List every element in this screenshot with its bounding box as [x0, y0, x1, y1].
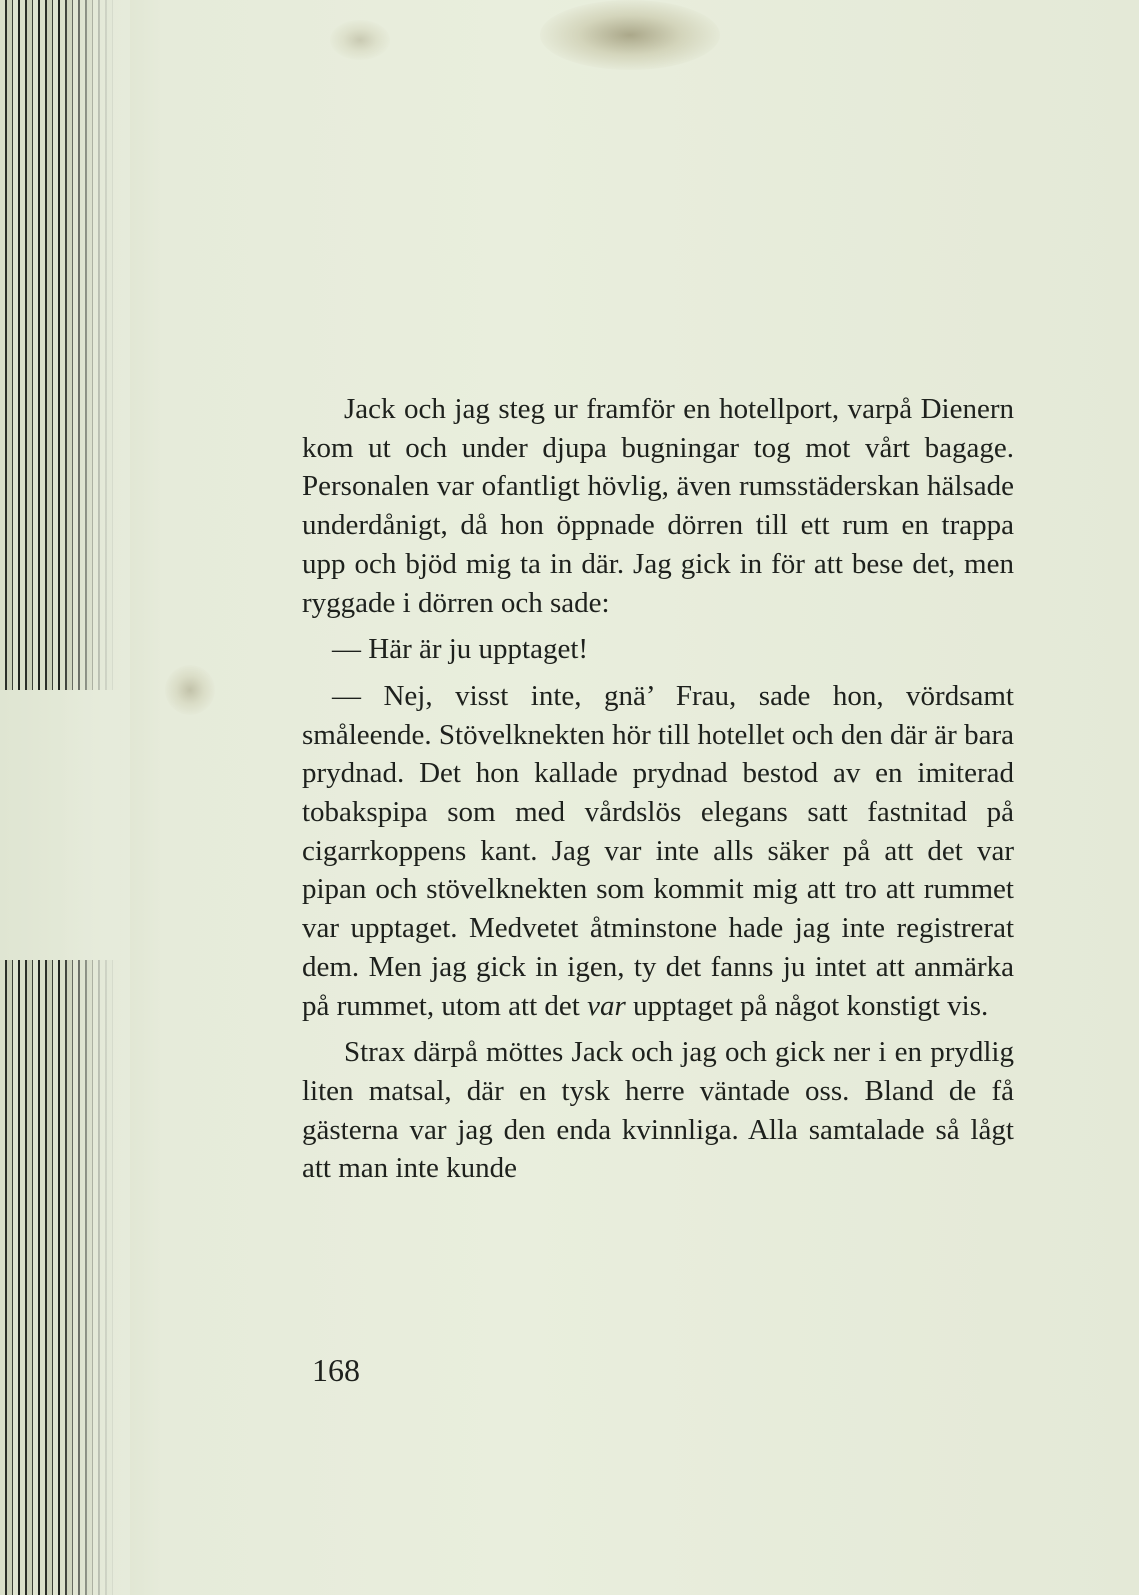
paragraph-3-dialog	[302, 677, 1014, 1025]
paragraph-3-text-b: upptaget på något konstigt vis.	[625, 989, 989, 1022]
paragraph-1: Jack och jag steg ur framför en hotellport, varpå Dienern kom ut och under djupa bugningar tog mot vårt bagage. Personalen var ofantligt hövlig, även rumsstäderskan hälsade underdånigt, då hon öppnade dörren till ett rum en trappa upp och bjöd mig ta in där. Jag gick in för att bese det, men ryggade i dörren och sade:	[302, 393, 1014, 619]
paragraph-3-emphasis: var	[587, 989, 626, 1022]
body-text	[302, 390, 1014, 1188]
page-number: 168	[312, 1352, 360, 1388]
stain-top	[540, 0, 720, 70]
stain-left	[165, 665, 215, 715]
paragraph-2-dialog: — Här är ju upptaget!	[332, 633, 589, 666]
paragraph-4: Strax därpå möttes Jack och jag och gick ner i en prydlig liten matsal, där en tysk herre väntade oss. Bland de få gästerna var jag den enda kvinnliga. Alla samtalade så lågt att man inte kunde	[302, 1036, 1014, 1185]
paragraph-3-text-a: — Nej, visst inte, gnä’ Frau, sade hon, vördsamt småleende. Stövelknekten hör till hotellet och den där är bara prydnad. Det hon kallade prydnad bestod av en imiterad tobakspipa som med vårdslös elegans satt fastnitad på cigarrkoppens kant. Jag var inte alls säker på att det var pipan och stövelknekten som kommit mig att tro att rummet var upptaget. Medvetet åtminstone hade jag inte registrerat dem. Men jag gick in igen, ty det fanns ju intet att anmärka på rummet, utom att det	[302, 679, 1014, 1022]
gutter-fade	[60, 0, 130, 1595]
stain-top-small	[330, 20, 390, 60]
